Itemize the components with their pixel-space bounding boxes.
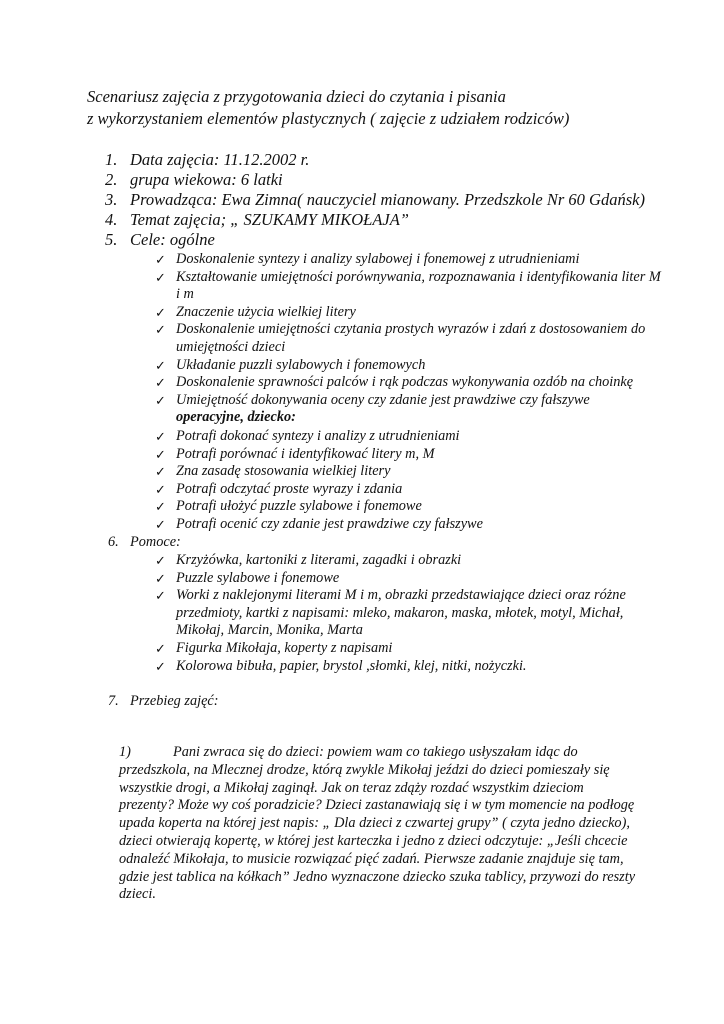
list-item — [155, 251, 665, 269]
aid-text: Puzzle sylabowe i fonemowe — [176, 569, 340, 586]
course-paragraph — [119, 744, 639, 904]
checkmark-icon: ✓ — [155, 446, 166, 462]
aids-heading — [108, 534, 665, 552]
paragraph-text: Pani zwraca się do dzieci: powiem wam co takiego usłyszałam idąc do przedszkola, na Mlecznej drodze, którą zwykle Mikołaj jeździ do dzieci pomieszały się wszystkie drogi, a Mikołaj zaginął. Jak on teraz zdąży rozdać wszystkim dzieciom prezenty? Może wy coś poradzicie? Dzieci zastanawiają się i w tym momencie na podłogę upada koperta na której jest napis: „ Dla dzieci z czwartej grupy” ( czyta jedno dziecko), dzieci otwierają kopertę, w której jest karteczka i jedno z dzieci odczytuje: „Jeśli chcecie odnaleźć Mikołaja, to musicie rozwiązać pięć zadań. Pierwsze zadanie znajduje się tam, gdzie jest tablica na kółkach” Jedno wyznaczone dziecko szuka tablicy, przywozi do reszty dzieci. — [119, 744, 636, 903]
operational-goals-list — [155, 428, 665, 534]
item-text: Przebieg zajęć: — [130, 693, 219, 710]
aid-text: Figurka Mikołaja, koperty z napisami — [176, 640, 393, 657]
title-line-2: z wykorzystaniem elementów plastycznych ( zajęcie z udziałem rodziców) — [87, 109, 570, 128]
paragraph-number: 1) — [119, 744, 131, 760]
document-title — [87, 86, 687, 130]
checkmark-icon: ✓ — [155, 658, 166, 674]
list-item — [155, 269, 665, 304]
aid-text: Worki z naklejonymi literami M i m, obrazki przedstawiające dzieci oraz różne przedmioty, kartki z napisami: mleko, makaron, maska, młotek, motyl, Michał, Mikołaj, Marcin, Monika, Marta — [176, 587, 626, 639]
operational-goals-heading: operacyjne, dziecko: — [176, 409, 296, 426]
item-text: grupa wiekowa: 6 latki — [130, 170, 283, 189]
checkmark-icon: ✓ — [155, 464, 166, 480]
checkmark-icon: ✓ — [155, 553, 166, 569]
goal-text: Potrafi odczytać proste wyrazy i zdania — [176, 480, 403, 497]
checkmark-icon: ✓ — [155, 304, 166, 320]
checkmark-icon: ✓ — [155, 322, 166, 338]
goal-text: Układanie puzzli sylabowych i fonemowych — [176, 356, 426, 373]
list-item — [155, 552, 665, 570]
course-heading — [108, 693, 665, 711]
aid-text: Kolorowa bibuła, papier, brystol ,słomki, klej, nitki, nożyczki. — [176, 657, 527, 674]
item-number: 4. — [105, 210, 118, 229]
list-item — [155, 570, 665, 588]
scenario-list — [105, 150, 665, 711]
aid-text: Krzyżówka, kartoniki z literami, zagadki i obrazki — [176, 552, 462, 569]
checkmark-icon: ✓ — [155, 392, 166, 408]
checkmark-icon: ✓ — [155, 269, 166, 285]
item-text: Pomoce: — [130, 533, 181, 550]
list-item — [155, 374, 665, 392]
goal-text: Doskonalenie umiejętności czytania prostych wyrazów i zdań z dostosowaniem do umiejętności dzieci — [176, 321, 646, 355]
checkmark-icon: ✓ — [155, 357, 166, 373]
list-item — [155, 357, 665, 375]
item-number: 5. — [105, 230, 118, 249]
goal-text: Doskonalenie syntezy i analizy sylabowej i fonemowej z utrudnieniami — [176, 251, 580, 267]
list-item-goals — [105, 230, 665, 250]
list-item — [155, 640, 665, 658]
item-text: Temat zajęcia; „ SZUKAMY MIKOŁAJA” — [130, 210, 409, 229]
list-item — [155, 446, 665, 464]
checkmark-icon: ✓ — [155, 428, 166, 444]
list-item — [155, 481, 665, 499]
list-item — [155, 428, 665, 446]
goal-text: Potrafi porównać i identyfikować litery m, M — [176, 445, 435, 462]
list-item — [155, 587, 665, 640]
title-line-1: Scenariusz zajęcia z przygotowania dzieci do czytania i pisania — [87, 87, 506, 106]
goal-text: Doskonalenie sprawności palców i rąk podczas wykonywania ozdób na choinkę — [176, 374, 634, 391]
goal-text: Umiejętność dokonywania oceny czy zdanie jest prawdziwe czy fałszywe — [176, 391, 590, 408]
list-item — [155, 304, 665, 322]
item-text: Cele: ogólne — [130, 230, 215, 249]
goal-text: Znaczenie użycia wielkiej litery — [176, 303, 356, 320]
goal-text: Potrafi dokonać syntezy i analizy z utrudnieniami — [176, 427, 460, 444]
aids-list — [155, 552, 665, 675]
item-text: Prowadząca: Ewa Zimna( nauczyciel mianowany. Przedszkole Nr 60 Gdańsk) — [130, 190, 645, 209]
checkmark-icon: ✓ — [155, 481, 166, 497]
list-item-teacher — [105, 190, 665, 210]
goal-text: Zna zasadę stosowania wielkiej litery — [176, 463, 391, 480]
list-item — [155, 321, 665, 356]
checkmark-icon: ✓ — [155, 499, 166, 515]
checkmark-icon: ✓ — [155, 375, 166, 391]
item-number: 6. — [108, 533, 119, 550]
list-item-date — [105, 150, 665, 170]
list-item — [155, 658, 665, 676]
checkmark-icon: ✓ — [155, 252, 166, 267]
goal-text: Potrafi ułożyć puzzle sylabowe i fonemowe — [176, 498, 422, 515]
checkmark-icon: ✓ — [155, 588, 166, 604]
item-number: 7. — [108, 693, 119, 710]
list-item-topic — [105, 210, 665, 230]
general-goals-list — [155, 251, 665, 409]
list-item — [155, 498, 665, 516]
checkmark-icon: ✓ — [155, 516, 166, 532]
list-item-age-group — [105, 170, 665, 190]
list-item — [155, 516, 665, 534]
item-text: Data zajęcia: 11.12.2002 r. — [130, 150, 310, 169]
list-item — [155, 392, 665, 410]
list-item — [155, 463, 665, 481]
item-number: 1. — [105, 150, 118, 169]
checkmark-icon: ✓ — [155, 641, 166, 657]
goal-text: Kształtowanie umiejętności porównywania, rozpoznawania i identyfikowania liter M i m — [176, 268, 661, 303]
item-number: 3. — [105, 190, 118, 209]
checkmark-icon: ✓ — [155, 570, 166, 586]
goal-text: Potrafi ocenić czy zdanie jest prawdziwe czy fałszywe — [176, 515, 483, 532]
item-number: 2. — [105, 170, 118, 189]
